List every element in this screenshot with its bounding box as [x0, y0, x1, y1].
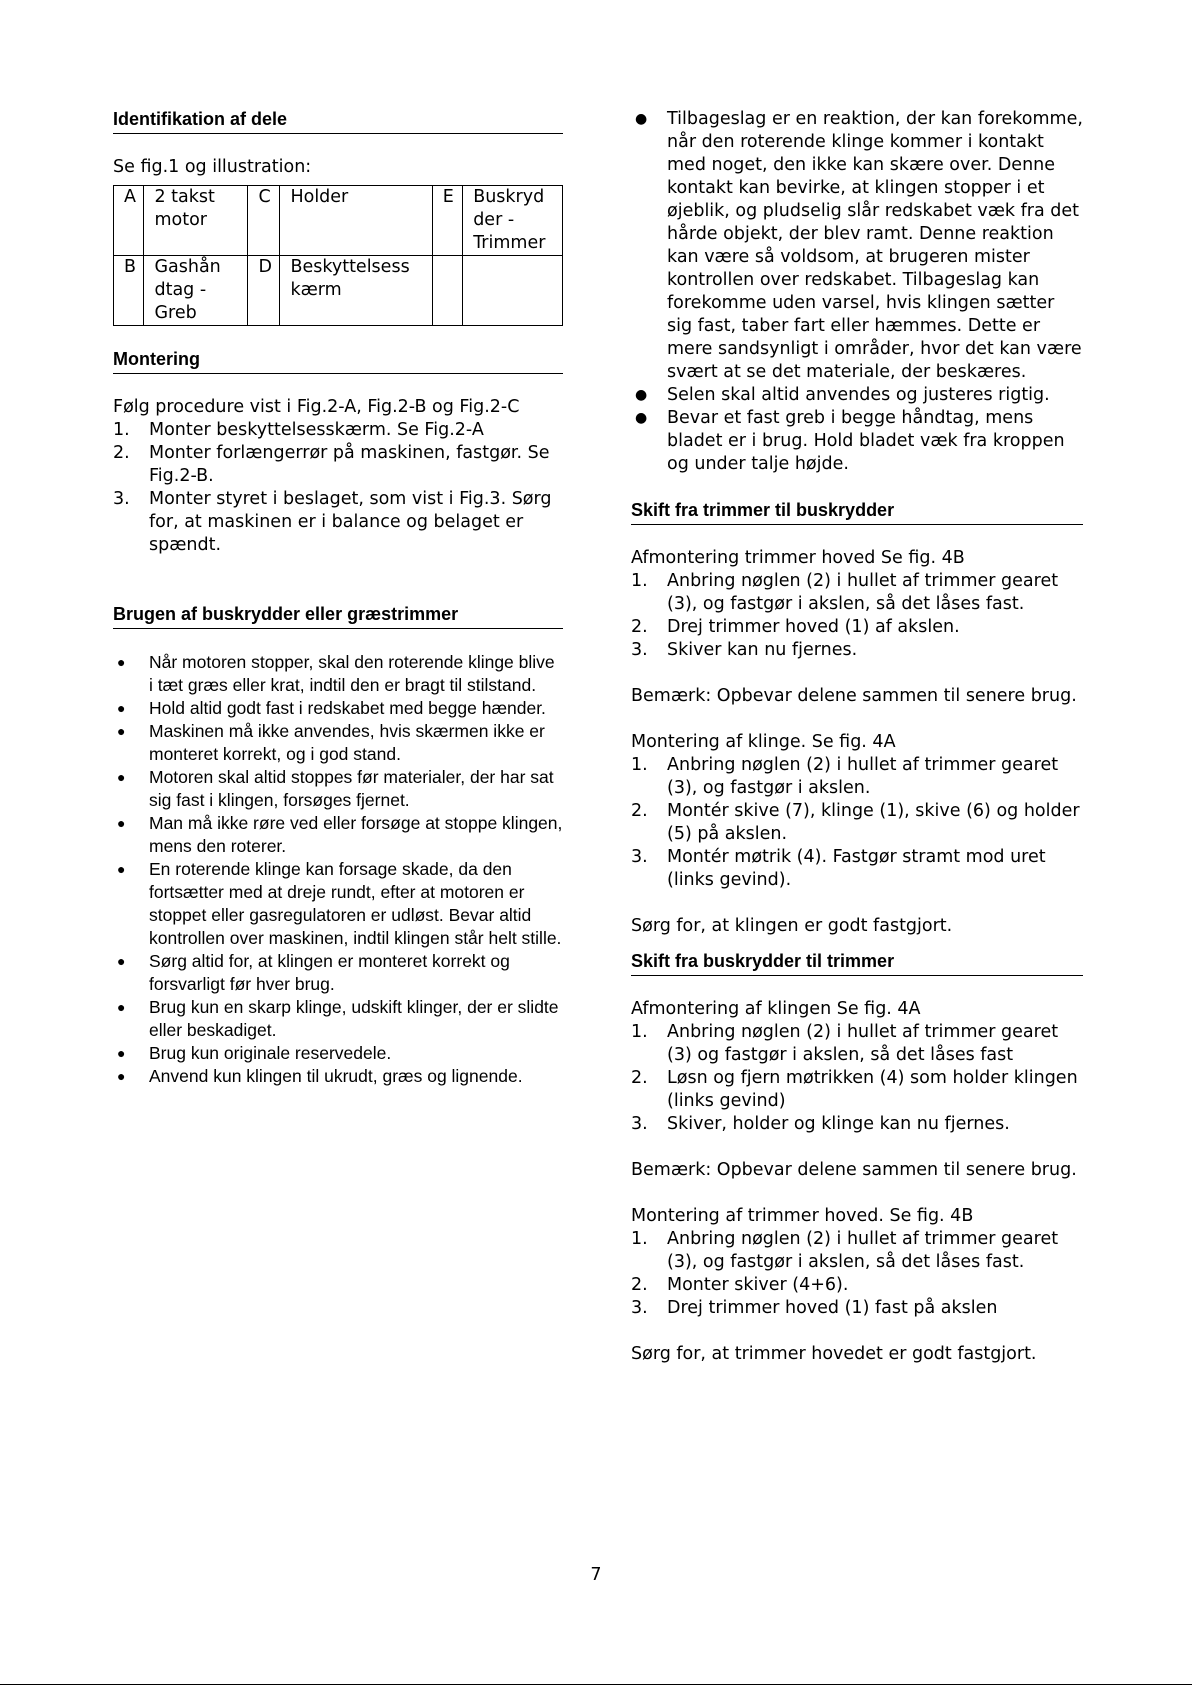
right-column: [631, 108, 1083, 1366]
step-number: 1.: [113, 420, 130, 440]
bullet-icon: ●: [117, 861, 126, 877]
list-item: [113, 766, 563, 812]
list-item: [631, 108, 1083, 384]
bullet-text: Motoren skal altid stoppes før materialer, der har sat sig fast i klingen, forsøges fjernet.: [149, 767, 554, 810]
brush-to-trimmer-heading: Skift fra buskrydder til trimmer: [631, 950, 1083, 976]
list-item: [113, 1065, 563, 1088]
bullet-icon: ●: [117, 769, 126, 785]
step-number: 1.: [631, 755, 648, 775]
bullet-icon: ●: [635, 410, 648, 426]
left-column: [113, 108, 563, 1088]
montering-steps: [113, 419, 563, 557]
list-item: [631, 754, 1083, 800]
bullet-icon: ●: [117, 1068, 126, 1084]
list-item: [113, 950, 563, 996]
list-item: [113, 442, 563, 488]
list-item: [631, 846, 1083, 892]
step-text: Drej trimmer hoved (1) af akslen.: [667, 617, 960, 637]
list-item: [113, 419, 563, 442]
brugen-heading: Brugen af buskrydder eller græstrimmer: [113, 603, 563, 629]
list-item: [113, 812, 563, 858]
bullet-icon: ●: [117, 953, 126, 969]
list-item: [631, 1113, 1083, 1136]
step-number: 3.: [631, 847, 648, 867]
page-number: 7: [590, 1565, 602, 1585]
note-text: Bemærk: Opbevar delene sammen til senere brug.: [631, 1160, 1077, 1180]
list-item: [631, 1274, 1083, 1297]
part-name: Gashån dtag - Greb: [144, 256, 248, 326]
part-letter: B: [114, 256, 144, 326]
bullet-text: Anvend kun klingen til ukrudt, græs og lignende.: [149, 1066, 523, 1086]
step-text: Monter skiver (4+6).: [667, 1275, 849, 1295]
step-number: 2.: [631, 617, 648, 637]
step-text: Løsn og fjern møtrikken (4) som holder klingen (links gevind): [667, 1068, 1078, 1111]
part-letter: E: [432, 186, 462, 256]
brugen-bullets: [113, 651, 563, 1088]
step-text: Anbring nøglen (2) i hullet af trimmer gearet (3), og fastgør i akslen, så det låses fast.: [667, 571, 1059, 614]
step-number: 2.: [631, 1068, 648, 1088]
bullet-text: Når motoren stopper, skal den roterende klinge blive i tæt græs eller krat, indtil den er bragt til stilstand.: [149, 652, 555, 695]
list-item: [113, 488, 563, 557]
part-letter: C: [248, 186, 280, 256]
bullet-icon: ●: [117, 815, 126, 831]
parts-table: [113, 185, 563, 326]
list-item: [631, 616, 1083, 639]
bullet-icon: ●: [117, 654, 126, 670]
list-item: [113, 1042, 563, 1065]
bullet-icon: ●: [117, 723, 126, 739]
bullet-text: Sørg altid for, at klingen er monteret korrekt og forsvarligt før hver brug.: [149, 951, 510, 994]
identification-intro: Se fig.1 og illustration:: [113, 157, 312, 177]
part-name: Holder: [280, 186, 432, 256]
closing-text: Sørg for, at klingen er godt fastgjort.: [631, 916, 953, 936]
part-name: Buskryd der - Trimmer: [463, 186, 563, 256]
list-item: [113, 651, 563, 697]
step-number: 2.: [631, 1275, 648, 1295]
list-item: [631, 1067, 1083, 1113]
step-text: Monter forlængerrør på maskinen, fastgør. Se Fig.2-B.: [149, 443, 550, 486]
section-intro: Afmontering trimmer hoved Se fig. 4B: [631, 548, 965, 568]
bullet-text: Maskinen må ikke anvendes, hvis skærmen ikke er monteret korrekt, og i god stand.: [149, 721, 545, 764]
bullet-text: Man må ikke røre ved eller forsøge at stoppe klingen, mens den roterer.: [149, 813, 563, 856]
bullet-text: Bevar et fast greb i begge håndtag, mens bladet er i brug. Hold bladet væk fra kroppen og under talje højde.: [667, 408, 1065, 474]
step-number: 3.: [631, 640, 648, 660]
bullet-icon: ●: [635, 111, 648, 127]
list-item: [631, 1021, 1083, 1067]
step-text: Skiver kan nu fjernes.: [667, 640, 858, 660]
step-number: 3.: [631, 1114, 648, 1134]
list-item: [631, 1297, 1083, 1320]
list-item: [113, 720, 563, 766]
part-name: Beskyttelsess kærm: [280, 256, 432, 326]
list-item: [113, 858, 563, 950]
bullet-icon: ●: [117, 700, 126, 716]
list-item: [113, 697, 563, 720]
step-text: Anbring nøglen (2) i hullet af trimmer gearet (3), og fastgør i akslen, så det låses fast.: [667, 1229, 1059, 1272]
section-intro: Montering af trimmer hoved. Se fig. 4B: [631, 1206, 974, 1226]
list-item: [631, 384, 1083, 407]
step-number: 1.: [631, 1229, 648, 1249]
step-text: Anbring nøglen (2) i hullet af trimmer gearet (3) og fastgør i akslen, så det låses fast: [667, 1022, 1059, 1065]
section-intro: Montering af klinge. Se fig. 4A: [631, 732, 896, 752]
step-text: Monter beskyttelsesskærm. Se Fig.2-A: [149, 420, 484, 440]
table-row: [114, 256, 563, 326]
bullet-icon: ●: [117, 1045, 126, 1061]
step-text: Montér møtrik (4). Fastgør stramt mod uret (links gevind).: [667, 847, 1046, 890]
bullet-text: Brug kun originale reservedele.: [149, 1043, 392, 1063]
part-name: [463, 256, 563, 326]
step-text: Monter styret i beslaget, som vist i Fig.3. Sørg for, at maskinen er i balance og belaget er spændt.: [149, 489, 552, 555]
step-number: 1.: [631, 1022, 648, 1042]
bullet-icon: ●: [635, 387, 648, 403]
step-text: Montér skive (7), klinge (1), skive (6) og holder (5) på akslen.: [667, 801, 1080, 844]
step-number: 2.: [113, 443, 130, 463]
steps-list: [631, 570, 1083, 662]
steps-list: [631, 1228, 1083, 1320]
list-item: [631, 800, 1083, 846]
kickback-bullets: [631, 108, 1083, 476]
table-row: [114, 186, 563, 256]
step-text: Anbring nøglen (2) i hullet af trimmer gearet (3), og fastgør i akslen.: [667, 755, 1059, 798]
bullet-text: Brug kun en skarp klinge, udskift klinger, der er slidte eller beskadiget.: [149, 997, 559, 1040]
note-text: Bemærk: Opbevar delene sammen til senere brug.: [631, 686, 1077, 706]
bullet-text: En roterende klinge kan forsage skade, da den fortsætter med at dreje rundt, efter at motoren er stoppet eller gasregulatoren er udløst. Bevar altid kontrollen over maskinen, indtil klingen står helt stille.: [149, 859, 562, 948]
list-item: [631, 407, 1083, 476]
closing-text: Sørg for, at trimmer hovedet er godt fastgjort.: [631, 1344, 1037, 1364]
step-number: 1.: [631, 571, 648, 591]
list-item: [113, 996, 563, 1042]
part-letter: [432, 256, 462, 326]
step-number: 3.: [631, 1298, 648, 1318]
trimmer-to-brush-heading: Skift fra trimmer til buskrydder: [631, 499, 1083, 525]
identification-heading: Identifikation af dele: [113, 108, 563, 134]
montering-intro: Følg procedure vist i Fig.2-A, Fig.2-B og Fig.2-C: [113, 397, 520, 417]
steps-list: [631, 1021, 1083, 1136]
bullet-text: Tilbageslag er en reaktion, der kan forekomme, når den roterende klinge kommer i kontakt med noget, den ikke kan skære over. Denne kontakt kan bevirke, at klingen stopper i et øjeblik, og pludselig slår redskabet væk fra det hårde objekt, der blev ramt. Denne reaktion kan være så voldsom, at brugeren mister kontrollen over redskabet. Tilbageslag kan forekomme uden varsel, hvis klingen sætter sig fast, taber fart eller hæmmes. Dette er mere sandsynligt i områder, hvor det kan være svært at se det materiale, der beskæres.: [667, 109, 1083, 382]
list-item: [631, 570, 1083, 616]
step-number: 3.: [113, 489, 130, 509]
steps-list: [631, 754, 1083, 892]
part-name: 2 takst motor: [144, 186, 248, 256]
part-letter: A: [114, 186, 144, 256]
list-item: [631, 639, 1083, 662]
section-intro: Afmontering af klingen Se fig. 4A: [631, 999, 921, 1019]
montering-heading: Montering: [113, 348, 563, 374]
part-letter: D: [248, 256, 280, 326]
step-text: Skiver, holder og klinge kan nu fjernes.: [667, 1114, 1010, 1134]
step-number: 2.: [631, 801, 648, 821]
list-item: [631, 1228, 1083, 1274]
bullet-text: Selen skal altid anvendes og justeres rigtig.: [667, 385, 1050, 405]
bullet-text: Hold altid godt fast i redskabet med begge hænder.: [149, 698, 546, 718]
bullet-icon: ●: [117, 999, 126, 1015]
step-text: Drej trimmer hoved (1) fast på akslen: [667, 1298, 998, 1318]
